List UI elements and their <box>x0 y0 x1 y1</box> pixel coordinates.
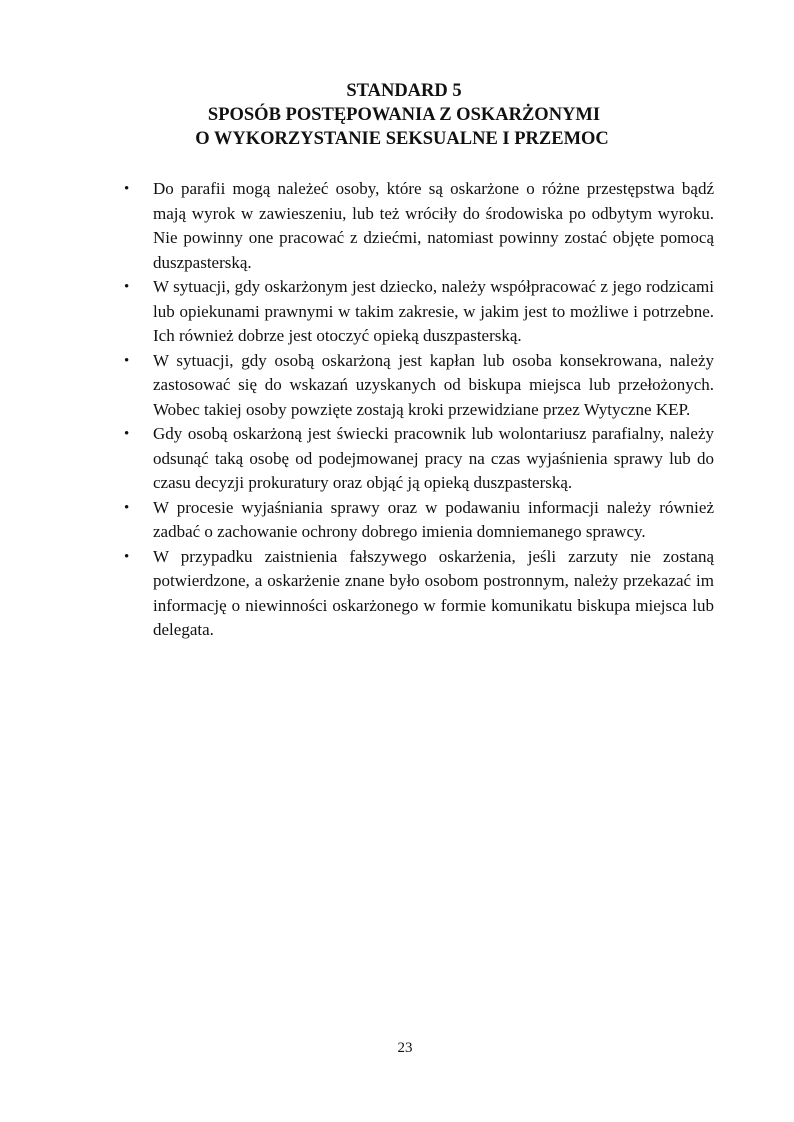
bullet-icon: • <box>124 352 130 369</box>
heading-title-line-1: SPOSÓB POSTĘPOWANIA Z OSKARŻONYMI <box>207 105 601 125</box>
page-number: 23 <box>397 1040 413 1056</box>
list-item <box>122 496 714 545</box>
list-item <box>122 349 714 423</box>
list-item-text: Gdy osobą oskarżoną jest świecki pracownik lub wolontariusz parafialny, należy odsunąć taką osobę od podejmowanej pracy na czas wyjaśnienia sprawy lub do czasu decyzji prokuratury oraz objąć ją opieką duszpasterską. <box>153 424 714 492</box>
bullet-list <box>122 177 714 643</box>
bullet-icon: • <box>124 426 130 442</box>
heading-standard-number: STANDARD 5 <box>346 81 462 101</box>
bullet-icon: • <box>124 548 130 565</box>
list-item-text: W sytuacji, gdy oskarżonym jest dziecko, należy współpracować z jego rodzicami lub opiekunami prawnymi w takim zakresie, w jakim jest to możliwe i potrzebne. Ich również dobrze jest otoczyć opieką duszpasterską. <box>153 277 714 345</box>
heading-title-line-2: O WYKORZYSTANIE SEKSUALNE I PRZEMOC <box>195 129 609 149</box>
list-item-text: W procesie wyjaśniania sprawy oraz w podawaniu informacji należy również zadbać o zachowanie ochrony dobrego imienia domniemanego sprawcy. <box>153 497 714 541</box>
list-item <box>122 422 714 496</box>
list-item-text: W przypadku zaistnienia fałszywego oskarżenia, jeśli zarzuty nie zostaną potwierdzone, a oskarżenie znane było osobom postronnym, należy przekazać im informację o niewinności oskarżonego w formie komunikatu biskupa miejsca lub delegata. <box>153 546 714 639</box>
list-item <box>122 275 714 349</box>
bullet-icon: • <box>124 279 130 295</box>
list-item-text: W sytuacji, gdy osobą oskarżoną jest kapłan lub osoba konsekrowana, należy zastosować się do wskazań uzyskanych od biskupa miejsca lub przełożonych. Wobec takiej osoby powzięte zostają kroki przewidziane przez Wytyczne KEP. <box>153 350 714 419</box>
list-item-text: Do parafii mogą należeć osoby, które są oskarżone o różne przestępstwa bądź mają wyrok w zawieszeniu, lub też wróciły do środowiska po odbytym wyroku. Nie powinny one pracować z dziećmi, natomiast powinny zostać objęte pomocą duszpasterską. <box>153 179 714 272</box>
list-item <box>122 177 714 275</box>
bullet-icon: • <box>124 499 130 516</box>
section-heading <box>0 79 794 151</box>
list-item <box>122 545 714 643</box>
bullet-icon: • <box>124 181 130 197</box>
